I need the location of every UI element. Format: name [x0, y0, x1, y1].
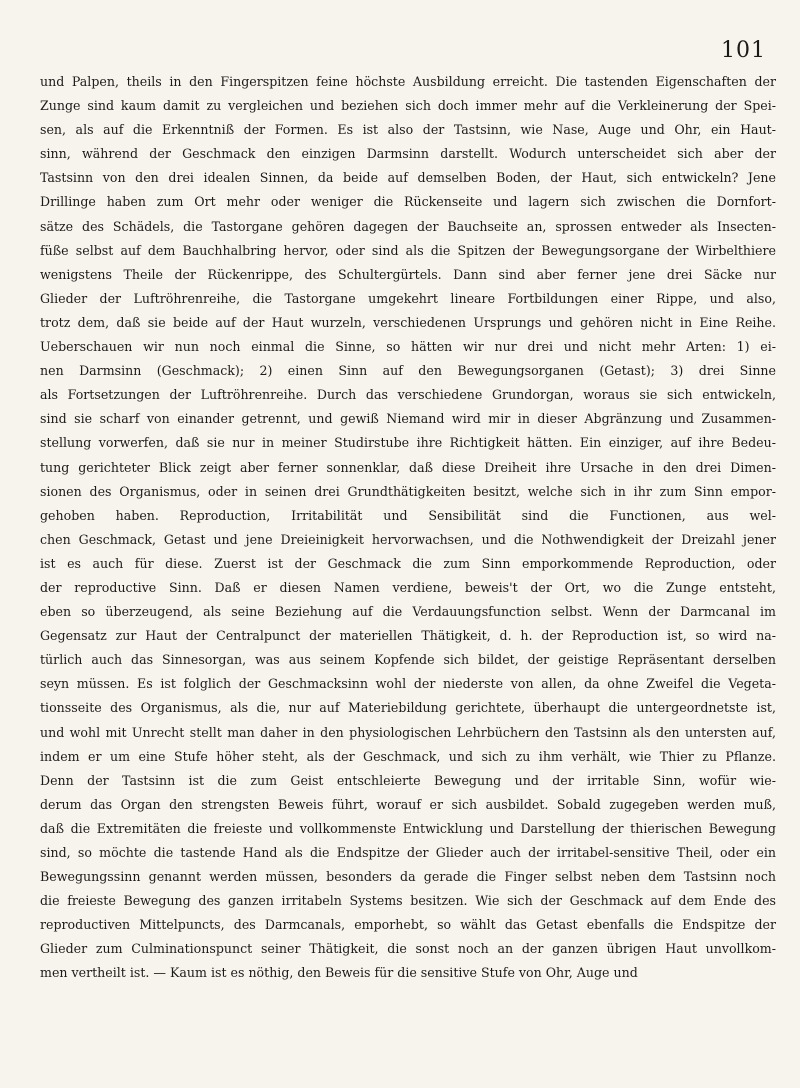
text-line: sind sie scharf von einander getrennt, und gewiß Niemand wird mir in dieser Abgränzung und Zusammen-	[40, 411, 776, 427]
text-line: Zunge sind kaum damit zu vergleichen und beziehen sich doch immer mehr auf die Verkleinerung der Spei-	[40, 98, 776, 114]
text-line: Drillinge haben zum Ort mehr oder weniger die Rückenseite und lagern sich zwischen die Dornfort-	[40, 194, 776, 210]
text-line: füße selbst auf dem Bauchhalbring hervor, oder sind als die Spitzen der Bewegungsorgane der Wirbelthiere	[40, 242, 776, 258]
text-line: stellung vorwerfen, daß sie nur in meiner Studirstube ihre Richtigkeit hätten. Ein einziger, auf ihre Bedeu-	[40, 435, 776, 451]
text-line: men vertheilt ist. — Kaum ist es nöthig, den Beweis für die sensitive Stufe von Ohr, Auge und	[40, 965, 638, 981]
text-line: sen, als auf die Erkenntniß der Formen. Es ist also der Tastsinn, wie Nase, Auge und Ohr, ein Haut-	[40, 122, 776, 138]
text-line: tionsseite des Organismus, als die, nur auf Materiebildung gerichtete, überhaupt die untergeordnetste ist,	[40, 700, 776, 716]
text-line: ist es auch für diese. Zuerst ist der Geschmack die zum Sinn emporkommende Reproduction, oder	[40, 555, 776, 571]
text-line: nen Darmsinn (Geschmack); 2) einen Sinn auf den Bewegungsorganen (Getast); 3) drei Sinne	[40, 363, 776, 379]
text-line: türlich auch das Sinnesorgan, was aus seinem Kopfende sich bildet, der geistige Repräsentant derselben	[40, 652, 776, 668]
text-line: Denn der Tastsinn ist die zum Geist entschleierte Bewegung und der irritable Sinn, wofür wie-	[40, 772, 776, 788]
text-line: und wohl mit Unrecht stellt man daher in den physiologischen Lehrbüchern den Tastsinn als den untersten auf,	[40, 724, 776, 740]
text-line: gehoben haben. Reproduction, Irritabilität und Sensibilität sind die Functionen, aus wel-	[40, 507, 776, 523]
text-line: seyn müssen. Es ist folglich der Geschmacksinn wohl der niederste von allen, da ohne Zweifel die Vegeta-	[40, 676, 776, 692]
text-line: Gegensatz zur Haut der Centralpunct der materiellen Thätigkeit, d. h. der Reproduction ist, so wird na-	[40, 628, 776, 644]
text-line: sind, so möchte die tastende Hand als die Endspitze der Glieder auch der irritabel-sensitive Theil, oder ein	[40, 845, 776, 860]
body-text	[40, 70, 776, 986]
text-line: Ueberschauen wir nun noch einmal die Sinne, so hätten wir nur drei und nicht mehr Arten: 1) ei-	[40, 339, 776, 355]
text-line: Tastsinn von den drei idealen Sinnen, da beide auf demselben Boden, der Haut, sich entwickeln? Jene	[40, 170, 776, 186]
text-line: Bewegungssinn genannt werden müssen, besonders da gerade die Finger selbst neben dem Tastsinn noch	[40, 869, 776, 885]
text-line: die freieste Bewegung des ganzen irritabeln Systems besitzen. Wie sich der Geschmack auf dem Ende des	[40, 893, 776, 909]
text-line: der reproductive Sinn. Daß er diesen Namen verdiene, beweis't der Ort, wo die Zunge entsteht,	[40, 579, 776, 595]
text-line: derum das Organ den strengsten Beweis führt, worauf er sich ausbildet. Sobald zugegeben werden muß,	[40, 796, 776, 812]
text-line: tung gerichteter Blick zeigt aber ferner sonnenklar, daß diese Dreiheit ihre Ursache in den drei Dimen-	[40, 459, 776, 475]
text-line: reproductiven Mittelpuncts, des Darmcanals, emporhebt, so wählt das Getast ebenfalls die Endspitze der	[40, 917, 776, 933]
text-line: sionen des Organismus, oder in seinen drei Grundthätigkeiten besitzt, welche sich in ihr zum Sinn empor-	[40, 483, 776, 499]
text-line: sinn, während der Geschmack den einzigen Darmsinn darstellt. Wodurch unterscheidet sich aber der	[40, 146, 776, 162]
text-line: als Fortsetzungen der Luftröhrenreihe. Durch das verschiedene Grundorgan, woraus sie sich entwickeln,	[40, 387, 776, 403]
text-line: indem er um eine Stufe höher steht, als der Geschmack, und sich zu ihm verhält, wie Thier zu Pflanze.	[40, 748, 776, 764]
text-line: trotz dem, daß sie beide auf der Haut wurzeln, verschiedenen Ursprungs und gehören nicht in Eine Reihe.	[40, 314, 776, 330]
text-line: daß die Extremitäten die freieste und vollkommenste Entwicklung und Darstellung der thierischen Bewegung	[40, 820, 776, 836]
text-line: chen Geschmack, Getast und jene Dreieinigkeit hervorwachsen, und die Nothwendigkeit der Dreizahl jener	[40, 531, 776, 547]
text-line: Glieder der Luftröhrenreihe, die Tastorgane umgekehrt lineare Fortbildungen einer Rippe, und also,	[40, 290, 776, 306]
text-line: eben so überzeugend, als seine Beziehung auf die Verdauungsfunction selbst. Wenn der Darmcanal im	[40, 604, 776, 620]
text-line: Glieder zum Culminationspunct seiner Thätigkeit, die sonst noch an der ganzen übrigen Haut unvollkom-	[40, 941, 776, 957]
text-line: wenigstens Theile der Rückenrippe, des Schultergürtels. Dann sind aber ferner jene drei Säcke nur	[40, 266, 776, 282]
text-line: und Palpen, theils in den Fingerspitzen feine höchste Ausbildung erreicht. Die tastenden Eigenschaften der	[40, 74, 776, 89]
text-line: sätze des Schädels, die Tastorgane gehören dagegen der Bauchseite an, sprossen entweder als Insecten-	[40, 218, 776, 234]
page-number: 101	[721, 38, 766, 63]
